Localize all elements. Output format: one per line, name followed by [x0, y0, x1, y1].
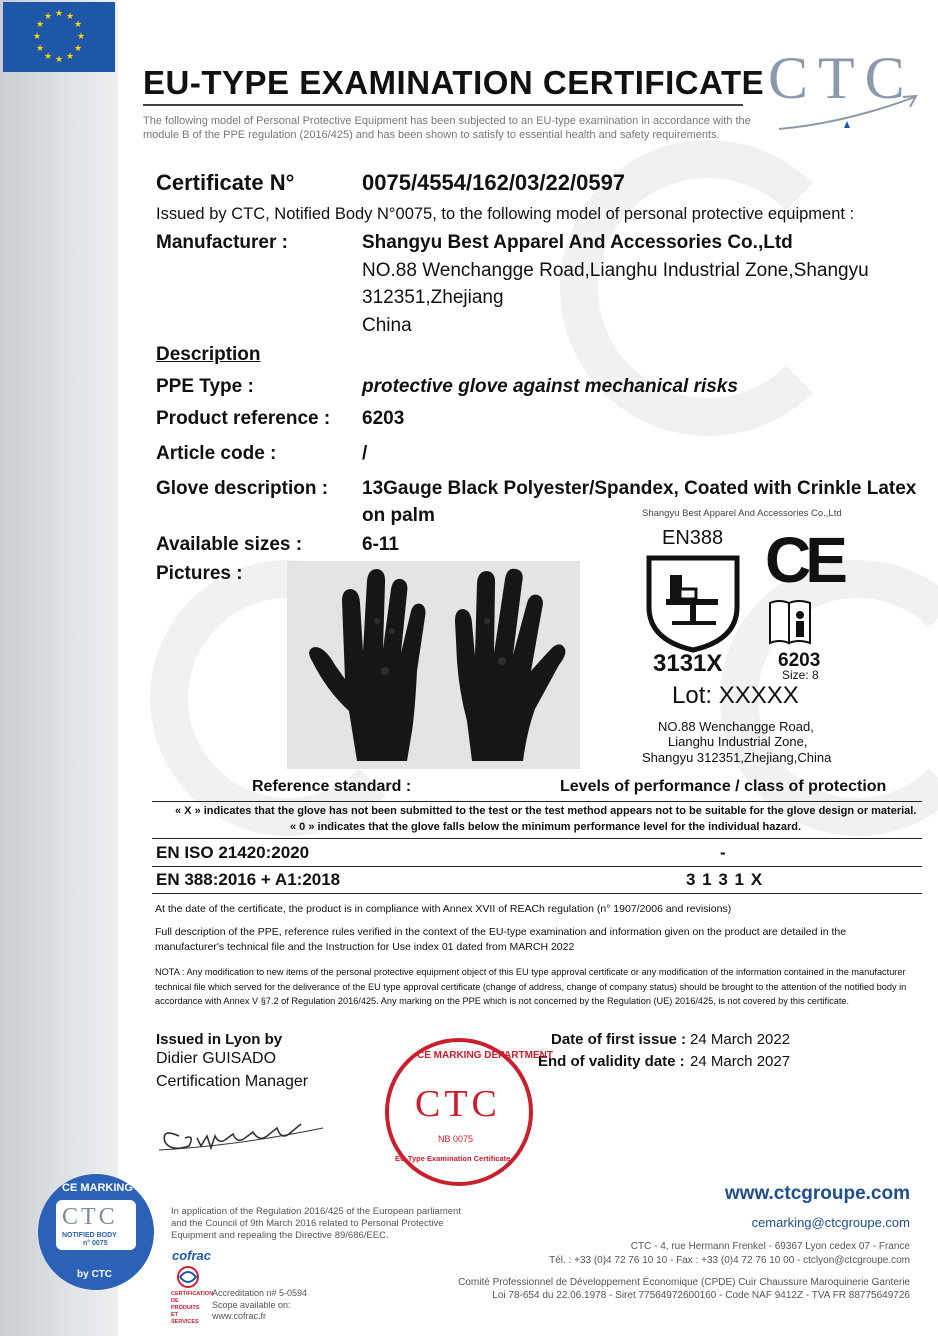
signatory-role: Certification Manager	[156, 1073, 309, 1090]
note-x: « X » indicates that the glove has not been submitted to the test or the test method appears not to be suitable for the glove design or material.	[175, 805, 917, 817]
eu-flag-icon	[3, 2, 115, 72]
glove-desc-line-2: on palm	[362, 505, 435, 526]
sizes-value: 6-11	[362, 534, 399, 555]
divider	[152, 893, 922, 894]
reach-text: At the date of the certificate, the product is in compliance with Annex XVII of REACh regulation (n° 1907/2006 and revisions)	[155, 903, 732, 915]
ctc-seal	[385, 1038, 553, 1186]
description-heading: Description	[156, 344, 261, 365]
accreditation-text: Accreditation n# 5-0594	[212, 1288, 308, 1298]
badge-nb-1: NOTIFIED BODY	[62, 1232, 117, 1239]
seal-bottom-text: EU-Type Examination Certificate	[395, 1154, 511, 1163]
email-link[interactable]: cemarking@ctcgroupe.com	[751, 1215, 910, 1230]
ppe-type-label: PPE Type :	[156, 376, 254, 397]
label-address-1: NO.88 Wenchangge Road,	[658, 719, 814, 734]
first-issue-label: Date of first issue :	[551, 1031, 687, 1048]
nota-text: NOTA : Any modification to new items of the personal protective equipment object of this EU type approval certificate or any modification of the information contained in the manufacturer technical file which served for the deliverance of the EU type approval certificate (change of address, change of company status) should be brought to the attention of the notified body in accordance with Annex V §7.2 of Regulation 2016/425. Any marking on the PPE which is not concerned by the Regulation (UE) 2016/425, is not covered by this certificate.	[155, 967, 907, 1006]
label-size: Size: 8	[782, 668, 819, 682]
divider	[152, 801, 922, 802]
manufacturer-address-2: 312351,Zhejiang	[362, 287, 504, 308]
product-label	[630, 505, 880, 770]
badge-top-text: CE MARKING	[62, 1182, 133, 1194]
page-title: EU-TYPE EXAMINATION CERTIFICATE	[143, 64, 765, 101]
standard-row-1: EN ISO 21420:2020	[156, 843, 310, 862]
level-row-2: 3 1 3 1 X	[686, 870, 764, 889]
manufacturer-address-3: China	[362, 315, 412, 336]
logo-swoosh-icon	[775, 95, 920, 135]
svg-text:★: ★	[35, 44, 45, 54]
issued-by-text: Issued by CTC, Notified Body N°0075, to the following model of personal protective equipment :	[156, 205, 855, 223]
ctc-logo: CTC	[768, 45, 915, 111]
seal-top-text: CE MARKING DEPARTMENT	[417, 1050, 553, 1061]
cpde-line-2: Loi 78-654 du 22.06.1978 - Siret 77564972600160 - Code NAF 9412Z - TVA FR 88775649726	[492, 1290, 910, 1301]
glove-desc-label: Glove description :	[156, 478, 329, 499]
label-address-2: Lianghu Industrial Zone,	[668, 734, 808, 749]
standard-row-2: EN 388:2016 + A1:2018	[156, 870, 341, 889]
svg-text:★: ★	[76, 32, 86, 42]
validity-label: End of validity date :	[538, 1053, 685, 1070]
cpde-line-1: Comité Professionnel de Développement Économique (CPDE) Cuir Chaussure Maroquinerie Ganterie	[458, 1277, 910, 1288]
label-standard: EN388	[662, 527, 724, 549]
website-link[interactable]: www.ctcgroupe.com	[724, 1183, 910, 1204]
company-address: CTC - 4, rue Hermann Frenkel - 69367 Lyon cedex 07 - France	[630, 1241, 910, 1252]
label-performance-code: 3131X	[653, 650, 723, 677]
pictures-label: Pictures :	[156, 563, 243, 584]
badge-logo: CTC	[62, 1204, 118, 1230]
left-sidebar	[0, 0, 118, 1336]
seal-nb: NB 0075	[438, 1134, 474, 1144]
svg-text:★: ★	[43, 52, 53, 62]
label-address-3: Shangyu 312351,Zhejiang,China	[642, 750, 832, 765]
cofrac-url[interactable]: www.cofrac.fr	[212, 1311, 267, 1321]
svg-text:★: ★	[32, 32, 42, 42]
divider	[152, 838, 922, 839]
article-code-value: /	[362, 443, 368, 464]
label-company: Shangyu Best Apparel And Accessories Co.,Ltd	[642, 508, 842, 519]
cofrac-logo: cofrac	[172, 1248, 212, 1263]
svg-text:★: ★	[65, 12, 75, 22]
product-ref-value: 6203	[362, 408, 405, 429]
full-description-text: Full description of the PPE, reference rules verified in the context of the EU-type examination and information given on the product are detailed in the manufacturer's technical file and the Instruction for Use index 01 dated from MARCH 2022	[155, 926, 847, 953]
certificate-number: 0075/4554/162/03/22/0597	[362, 170, 626, 195]
manufacturer-label: Manufacturer :	[156, 232, 288, 253]
glove-photo	[287, 561, 580, 769]
seal-logo: CTC	[415, 1083, 501, 1125]
svg-text:★: ★	[73, 44, 83, 54]
note-0: « 0 » indicates that the glove falls below the minimum performance level for the individual hazard.	[290, 821, 802, 833]
certificate-label: Certificate N°	[156, 170, 295, 195]
levels-label: Levels of performance / class of protection	[560, 778, 887, 795]
badge-bottom-text: by CTC	[77, 1269, 112, 1280]
badge-nb-2: n° 0075	[83, 1240, 108, 1247]
en388-shield-icon	[646, 555, 740, 653]
label-lot: Lot: XXXXX	[672, 682, 799, 709]
cofrac-subtitle: CERTIFICATION DE PRODUITS ET SERVICES	[171, 1291, 214, 1325]
article-code-label: Article code :	[156, 443, 277, 464]
manufacturer-address-1: NO.88 Wenchangge Road,Lianghu Industrial Zone,Shangyu	[362, 260, 869, 281]
svg-text:★: ★	[73, 20, 83, 30]
scope-text: Scope available on:	[212, 1300, 291, 1310]
sizes-label: Available sizes :	[156, 534, 303, 555]
notified-body-badge	[38, 1174, 154, 1290]
cofrac-emblem-icon	[173, 1265, 203, 1289]
issued-in-label: Issued in Lyon by	[156, 1031, 283, 1048]
svg-text:★: ★	[35, 20, 45, 30]
divider	[152, 866, 922, 867]
signatory-name: Didier GUISADO	[156, 1050, 277, 1067]
handwritten-signature	[155, 1110, 325, 1160]
regulation-text: In application of the Regulation 2016/425 of the European parliament and the Council of 9th March 2016 related to Personal Protective Equipment and repealing the Directive 89/686/EEC.	[171, 1206, 461, 1241]
svg-text:★: ★	[54, 9, 64, 19]
svg-text:★: ★	[65, 52, 75, 62]
ppe-type-value: protective glove against mechanical risks	[362, 376, 738, 397]
intro-text: The following model of Personal Protective Equipment has been subjected to an EU-type examination in accordance with the module B of the PPE regulation (2016/425) and has been shown to satisfy to essential health and safety requirements.	[143, 115, 751, 141]
first-issue-date: 24 March 2022	[690, 1031, 791, 1048]
reference-standard-label: Reference standard :	[252, 778, 412, 795]
validity-date: 24 March 2027	[690, 1053, 791, 1070]
svg-text:★: ★	[43, 12, 53, 22]
ce-mark: CE	[765, 524, 842, 596]
instructions-book-icon	[768, 597, 812, 645]
manufacturer-name: Shangyu Best Apparel And Accessories Co.,Ltd	[362, 232, 793, 253]
product-ref-label: Product reference :	[156, 408, 331, 429]
svg-text:★: ★	[54, 55, 64, 65]
label-ref: 6203	[778, 650, 821, 671]
glove-desc-line-1: 13Gauge Black Polyester/Spandex, Coated with Crinkle Latex	[362, 478, 917, 499]
title-divider	[143, 104, 743, 106]
level-row-1: -	[720, 843, 726, 862]
company-phone: Tél. : +33 (0)4 72 76 10 10 - Fax : +33 (0)4 72 76 10 00 - ctclyon@ctcgroupe.com	[549, 1255, 910, 1266]
